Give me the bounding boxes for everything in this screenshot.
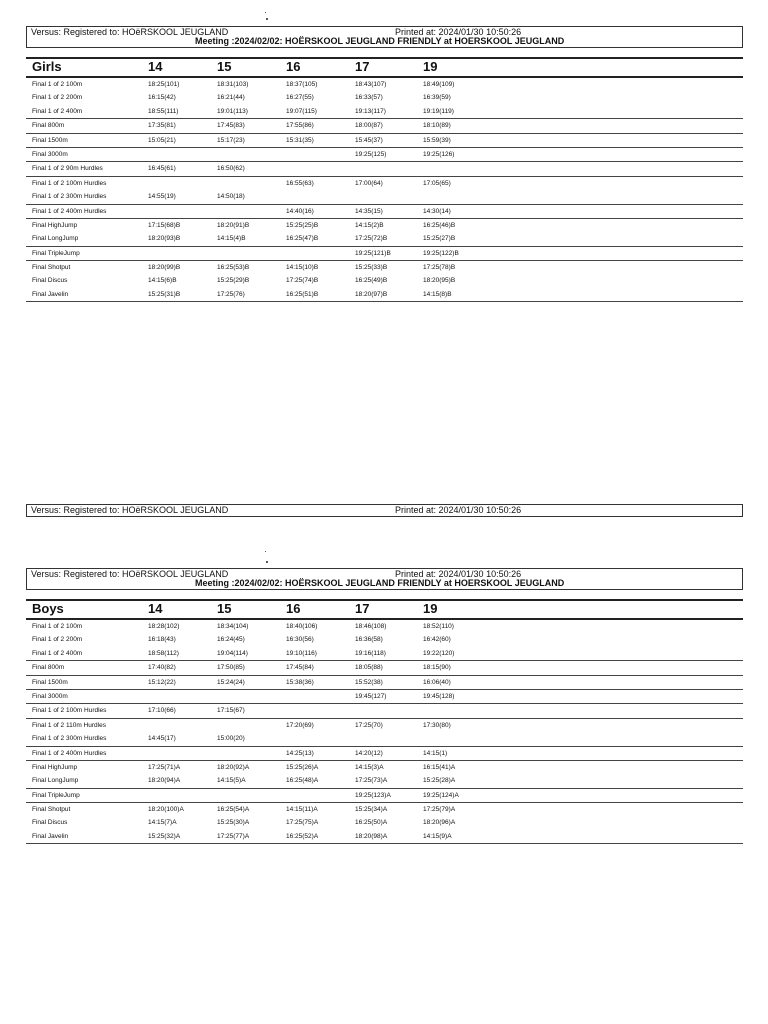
table-row [26,133,743,147]
event-time-cell: 14:35(15) [355,207,383,215]
event-time-cell: 14:15(11)A [286,806,318,814]
event-time-cell: 14:55(19) [148,193,176,201]
event-time-cell: 16:25(47)B [286,235,319,243]
event-time-cell: 18:25(101) [148,81,180,88]
event-name: Final 1500m [32,136,68,144]
event-time-cell: 17:35(81) [148,122,176,130]
event-time-cell: 16:27(55) [286,94,314,102]
page-marker-dot [266,561,268,563]
age-header: 14 [148,59,163,74]
event-time-cell: 15:25(27)B [423,235,456,243]
event-time-cell: 16:30(56) [286,636,314,644]
event-time-cell: 15:25(33)B [355,264,388,272]
table-row [26,788,743,802]
page-marker-dot [266,18,268,20]
age-header: 19 [423,601,438,616]
event-name: Final 800m [32,122,65,130]
event-time-cell: 18:20(97)B [355,290,388,298]
table-row [26,802,743,816]
table-row [26,774,743,787]
event-time-cell: 14:40(16) [286,207,314,215]
event-name: Final 1 of 2 100m Hurdles [32,707,107,715]
event-time-cell: 18:52(110) [423,623,454,630]
event-time-cell: 14:15(7)A [148,819,177,827]
event-time-cell: 19:10(116) [286,649,317,657]
event-time-cell: 17:25(79)A [423,806,456,814]
event-time-cell: 17:25(78)B [423,264,456,272]
event-time-cell: 17:25(71)A [148,763,181,771]
meeting-title: Meeting :2024/02/02: HOËRSKOOL JEUGLAND FRIENDLY at HOERSKOOL JEUGLAND [195,36,565,46]
event-time-cell: 16:06(40) [423,678,451,686]
event-time-cell: 14:15(9)A [423,832,452,840]
event-time-cell: 18:10(89) [423,122,451,130]
event-name: Final TripleJump [32,791,80,799]
event-time-cell: 19:25(124)A [423,791,459,799]
event-time-cell: 15:24(24) [217,678,245,686]
event-time-cell: 16:36(58) [355,636,383,644]
group-title: Boys [32,601,64,616]
event-time-cell: 17:25(72)B [355,235,388,243]
event-time-cell: 19:16(118) [355,649,386,657]
event-time-cell: 15:25(34)A [355,806,388,814]
table-header [26,599,743,620]
table-row [26,620,743,633]
event-time-cell: 16:33(57) [355,94,383,102]
event-time-cell: 17:25(70) [355,721,383,729]
event-name: Final 3000m [32,692,68,700]
event-time-cell: 18:05(88) [355,664,383,672]
event-name: Final 1 of 2 100m [32,623,83,630]
table-row [26,91,743,104]
age-header: 14 [148,601,163,616]
age-header: 16 [286,601,301,616]
event-time-cell: 15:00(20) [217,735,245,743]
report-footer [26,504,743,517]
event-time-cell: 16:55(63) [286,179,314,187]
event-name: Final 1 of 2 90m Hurdles [32,165,103,173]
event-time-cell: 17:45(83) [217,122,245,130]
event-time-cell: 17:25(76) [217,290,245,298]
event-name: Final 1 of 2 400m [32,107,83,115]
event-time-cell: 17:10(66) [148,707,176,715]
event-time-cell: 19:22(120) [423,649,455,657]
table-row [26,218,743,232]
event-time-cell: 18:46(108) [355,623,387,630]
table-row [26,105,743,118]
table-row [26,78,743,91]
table-row [26,760,743,774]
event-time-cell: 15:38(36) [286,678,314,686]
event-time-cell: 14:15(6)B [148,277,177,285]
event-time-cell: 15:52(38) [355,678,383,686]
table-row [26,703,743,717]
event-time-cell: 15:25(30)A [217,819,250,827]
table-row [26,274,743,287]
event-time-cell: 15:59(39) [423,136,451,144]
age-header: 15 [217,601,232,616]
event-time-cell: 17:25(75)A [286,819,319,827]
age-header: 17 [355,601,370,616]
event-time-cell: 15:25(29)B [217,277,250,285]
table-row [26,288,743,301]
event-name: Final 1 of 2 400m Hurdles [32,207,107,215]
event-time-cell: 14:25(13) [286,749,314,757]
event-time-cell: 17:30(80) [423,721,451,729]
event-name: Final LongJump [32,235,79,243]
event-time-cell: 18:28(102) [148,623,180,630]
event-time-cell: 18:40(106) [286,623,318,630]
event-time-cell: 17:45(84) [286,664,314,672]
event-name: Final 1 of 2 300m Hurdles [32,193,107,201]
event-time-cell: 16:25(52)A [286,832,319,840]
age-header: 15 [217,59,232,74]
event-name: Final TripleJump [32,249,80,257]
event-time-cell: 14:15(1) [423,749,448,757]
event-time-cell: 16:25(50)A [355,819,388,827]
event-time-cell: 19:13(117) [355,107,386,115]
meeting-title: Meeting :2024/02/02: HOËRSKOOL JEUGLAND FRIENDLY at HOERSKOOL JEUGLAND [195,578,565,588]
table-row [26,746,743,760]
table-row [26,161,743,175]
event-time-cell: 15:25(28)A [423,777,456,785]
table-row [26,190,743,203]
event-time-cell: 19:04(114) [217,649,248,657]
event-time-cell: 19:19(119) [423,107,454,115]
event-time-cell: 19:07(115) [286,107,317,115]
event-name: Final LongJump [32,777,79,785]
event-time-cell: 17:25(74)B [286,277,319,285]
event-time-cell: 17:25(73)A [355,777,388,785]
event-time-cell: 18:20(100)A [148,806,184,814]
event-time-cell: 16:50(62) [217,165,245,173]
event-name: Final Javelin [32,290,69,298]
printed-at: Printed at: 2024/01/30 10:50:26 [395,569,522,579]
event-time-cell: 18:37(105) [286,81,318,88]
event-time-cell: 14:30(14) [423,207,451,215]
printed-at: Printed at: 2024/01/30 10:50:26 [395,505,522,515]
event-time-cell: 18:20(95)B [423,277,456,285]
event-time-cell: 14:15(5)A [217,777,246,785]
table-row [26,675,743,689]
table-row [26,147,743,161]
age-header: 17 [355,59,370,74]
registered-to: Versus: Registered to: HOëRSKOOL JEUGLAND [31,569,229,579]
event-time-cell: 19:25(125) [355,150,387,158]
event-time-cell: 16:15(41)A [423,763,456,771]
event-name: Final 1 of 2 400m [32,649,83,657]
registered-to: Versus: Registered to: HOëRSKOOL JEUGLAND [31,27,229,37]
event-time-cell: 14:15(10)B [286,264,319,272]
table-row [26,204,743,218]
report-header [26,568,743,590]
table-row [26,118,743,132]
table-row [26,232,743,245]
table-row [26,660,743,674]
event-time-cell: 17:05(65) [423,179,451,187]
event-time-cell: 18:43(107) [355,81,387,88]
event-time-cell: 16:25(51)B [286,290,319,298]
page-marker-dot [265,551,266,552]
report-header [26,26,743,48]
table-row [26,647,743,660]
table-row [26,718,743,732]
event-time-cell: 17:50(85) [217,664,245,672]
event-name: Final 1 of 2 200m [32,636,83,644]
event-time-cell: 14:15(3)A [355,763,384,771]
event-time-cell: 19:45(127) [355,692,387,700]
event-time-cell: 18:20(93)B [148,235,181,243]
event-time-cell: 19:25(123)A [355,791,391,799]
event-time-cell: 16:25(49)B [355,277,388,285]
event-name: Final HighJump [32,763,78,771]
event-time-cell: 17:25(77)A [217,832,250,840]
event-name: Final 1 of 2 100m Hurdles [32,179,107,187]
event-time-cell: 19:25(121)B [355,249,391,257]
event-name: Final HighJump [32,221,78,229]
event-time-cell: 19:25(122)B [423,249,459,257]
event-time-cell: 16:18(43) [148,636,176,644]
table-row [26,830,743,843]
event-time-cell: 14:15(8)B [423,290,452,298]
event-time-cell: 18:20(99)B [148,264,181,272]
event-name: Final 1 of 2 100m [32,81,83,88]
page-marker-dot [265,12,266,13]
event-time-cell: 19:25(126) [423,150,455,158]
registered-to: Versus: Registered to: HOëRSKOOL JEUGLAND [31,505,229,515]
event-time-cell: 19:45(128) [423,692,455,700]
event-time-cell: 16:45(61) [148,165,176,173]
event-time-cell: 18:55(111) [148,107,179,115]
event-time-cell: 14:45(17) [148,735,176,743]
event-time-cell: 15:25(31)B [148,290,181,298]
event-time-cell: 15:25(26)A [286,763,319,771]
event-time-cell: 15:31(35) [286,136,314,144]
event-time-cell: 16:25(46)B [423,221,456,229]
event-time-cell: 14:15(2)B [355,221,384,229]
table-row [26,816,743,829]
event-time-cell: 17:55(86) [286,122,314,130]
event-time-cell: 18:20(91)B [217,221,250,229]
event-name: Final 3000m [32,150,68,158]
event-time-cell: 18:00(87) [355,122,383,130]
table-header [26,57,743,78]
event-time-cell: 16:25(54)A [217,806,250,814]
table-row [26,689,743,703]
event-name: Final 1 of 2 200m [32,94,83,102]
event-name: Final 800m [32,664,65,672]
printed-at: Printed at: 2024/01/30 10:50:26 [395,27,522,37]
event-time-cell: 16:39(59) [423,94,451,102]
event-time-cell: 17:00(64) [355,179,383,187]
girls-schedule-table [26,57,743,302]
event-name: Final Shotput [32,806,71,814]
event-name: Final Javelin [32,832,69,840]
event-time-cell: 15:05(21) [148,136,176,144]
event-name: Final 1 of 2 110m Hurdles [32,721,106,729]
event-time-cell: 15:17(23) [217,136,245,144]
event-time-cell: 16:25(48)A [286,777,319,785]
event-time-cell: 18:20(98)A [355,832,388,840]
event-time-cell: 18:20(94)A [148,777,181,785]
event-name: Final Discus [32,277,68,285]
event-time-cell: 15:25(25)B [286,221,319,229]
event-time-cell: 17:15(67) [217,707,245,715]
event-time-cell: 18:15(90) [423,664,451,672]
event-time-cell: 18:20(96)A [423,819,456,827]
event-time-cell: 16:21(44) [217,94,245,102]
event-name: Final 1500m [32,678,68,686]
event-time-cell: 18:20(92)A [217,763,250,771]
event-time-cell: 15:12(22) [148,678,176,686]
event-time-cell: 16:15(42) [148,94,176,102]
event-time-cell: 14:50(18) [217,193,245,201]
event-time-cell: 18:34(104) [217,623,249,630]
event-time-cell: 15:45(37) [355,136,383,144]
event-time-cell: 15:25(32)A [148,832,181,840]
boys-schedule-table [26,599,743,844]
event-time-cell: 18:31(103) [217,81,249,88]
table-row [26,260,743,274]
event-time-cell: 17:15(68)B [148,221,181,229]
event-time-cell: 17:20(69) [286,721,314,729]
event-time-cell: 16:25(53)B [217,264,250,272]
event-time-cell: 17:40(82) [148,664,176,672]
event-name: Final 1 of 2 300m Hurdles [32,735,107,743]
table-row [26,176,743,190]
table-row [26,633,743,646]
table-row [26,732,743,745]
age-header: 16 [286,59,301,74]
table-row [26,246,743,260]
group-title: Girls [32,59,62,74]
event-time-cell: 14:15(4)B [217,235,246,243]
event-name: Final 1 of 2 400m Hurdles [32,749,107,757]
age-header: 19 [423,59,438,74]
event-time-cell: 18:49(109) [423,81,455,88]
event-time-cell: 19:01(113) [217,107,248,115]
event-time-cell: 16:24(45) [217,636,245,644]
event-name: Final Discus [32,819,68,827]
event-time-cell: 16:42(60) [423,636,451,644]
event-name: Final Shotput [32,264,71,272]
event-time-cell: 14:20(12) [355,749,383,757]
event-time-cell: 18:58(112) [148,649,179,657]
